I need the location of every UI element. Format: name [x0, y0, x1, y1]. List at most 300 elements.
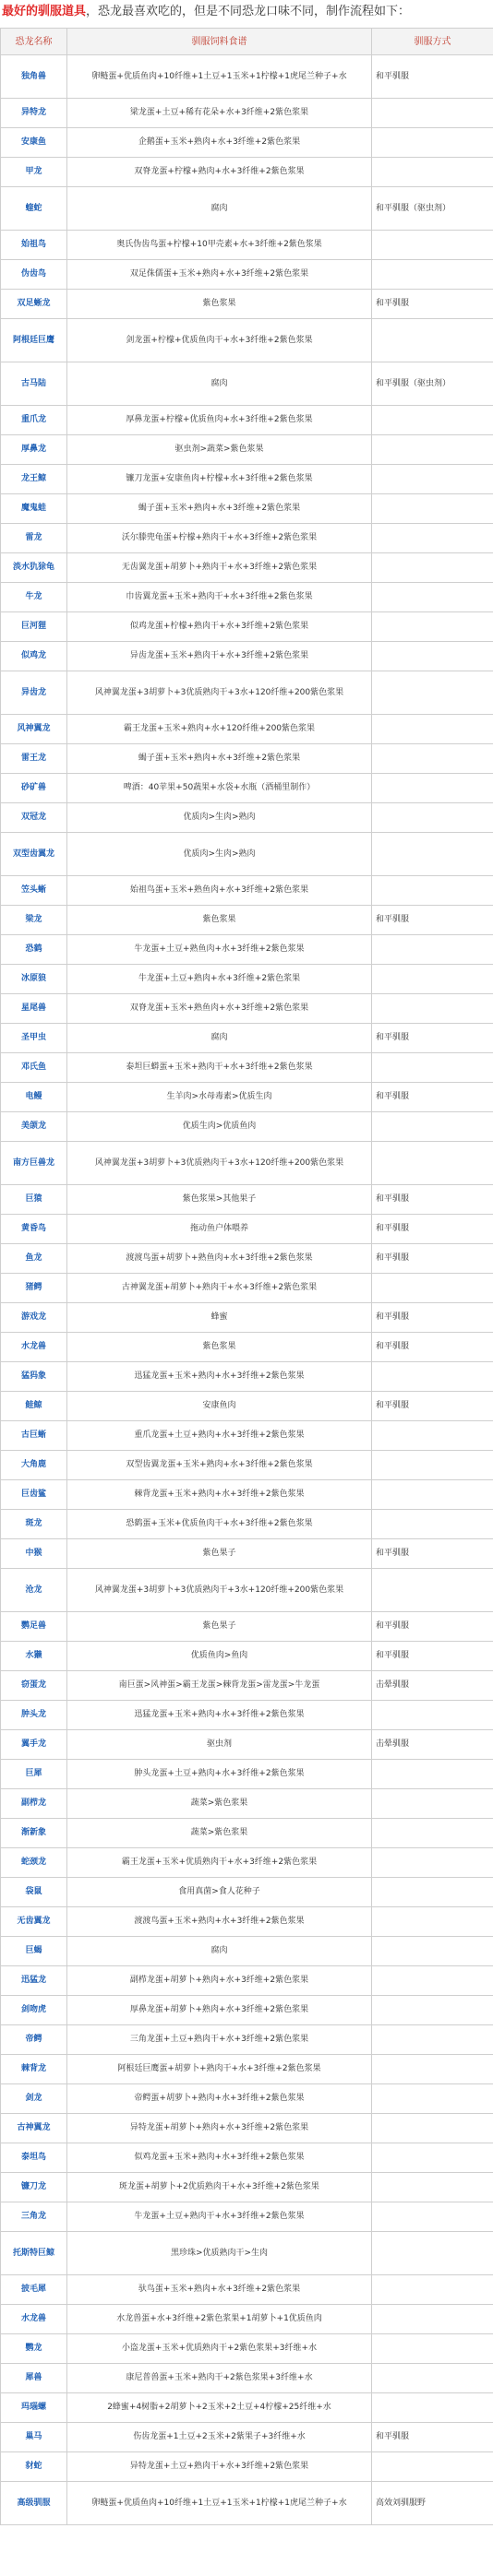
table-row — [1, 2393, 493, 2423]
recipe-cell: 企鹅蛋+玉米+熟肉+水+3纤维+2紫色浆果 — [67, 128, 372, 158]
recipe-cell: 牛龙蛋+土豆+熟鱼肉+水+3纤维+2紫色浆果 — [67, 935, 372, 965]
table-row — [1, 612, 493, 642]
recipe-cell: 紫色浆果 — [67, 290, 372, 319]
table-row — [1, 1510, 493, 1539]
taming-recipe-table — [0, 28, 493, 2525]
method-cell — [372, 671, 493, 715]
table-row — [1, 1789, 493, 1819]
dino-name-cell[interactable]: 美颌龙 — [1, 1112, 67, 1142]
dino-name-cell[interactable]: 鹦足兽 — [1, 1612, 67, 1642]
recipe-cell: 食用真菌>食人花种子 — [67, 1878, 372, 1907]
dino-name-cell[interactable]: 蝰蛇 — [1, 187, 67, 231]
dino-name-cell[interactable]: 鱼龙 — [1, 1244, 67, 1274]
method-cell: 和平驯服 — [372, 1083, 493, 1112]
dino-name-cell[interactable]: 梁龙 — [1, 906, 67, 935]
table-row — [1, 1671, 493, 1701]
recipe-cell: 驮鸟蛋+玉米+熟肉+水+3纤维+2紫色浆果 — [67, 2275, 372, 2305]
recipe-cell: 渡渡鸟蛋+玉米+熟肉+水+3纤维+2紫色浆果 — [67, 1907, 372, 1937]
method-cell — [372, 2232, 493, 2275]
dino-name-cell[interactable]: 安康鱼 — [1, 128, 67, 158]
method-cell — [372, 524, 493, 553]
header-dino-name: 恐龙名称 — [1, 29, 67, 55]
recipe-cell: 优质肉>生肉>熟肉 — [67, 803, 372, 833]
table-row — [1, 1907, 493, 1937]
method-cell — [372, 260, 493, 290]
recipe-cell: 蝎子蛋+玉米+熟肉+水+3纤维+2紫色浆果 — [67, 744, 372, 774]
table-row — [1, 1112, 493, 1142]
dino-name-cell[interactable]: 斑龙 — [1, 1510, 67, 1539]
dino-name-cell[interactable]: 托斯特巨鲸 — [1, 2232, 67, 2275]
method-cell: 和平驯服 — [372, 1539, 493, 1569]
dino-name-cell[interactable]: 邓氏鱼 — [1, 1053, 67, 1083]
dino-name-cell[interactable]: 披毛犀 — [1, 2275, 67, 2305]
table-row — [1, 2055, 493, 2084]
dino-name-cell[interactable]: 棘背龙 — [1, 2055, 67, 2084]
method-cell: 和平驯服 — [372, 1024, 493, 1053]
method-cell: 高效刘驯服野 — [372, 2482, 493, 2525]
recipe-cell: 优质肉>生肉>熟肉 — [67, 833, 372, 876]
dino-name-cell[interactable]: 古神翼龙 — [1, 2114, 67, 2143]
dino-name-cell[interactable]: 中猴 — [1, 1539, 67, 1569]
table-row — [1, 2334, 493, 2364]
recipe-cell: 蔬菜>紫色浆果 — [67, 1819, 372, 1848]
table-row — [1, 1966, 493, 1996]
dino-name-cell[interactable]: 始祖鸟 — [1, 231, 67, 260]
dino-name-cell[interactable]: 水龙兽 — [1, 1333, 67, 1362]
table-row — [1, 583, 493, 612]
recipe-cell: 肿头龙蛋+土豆+熟肉+水+3纤维+2紫色浆果 — [67, 1760, 372, 1789]
dino-name-cell[interactable]: 巨犀 — [1, 1760, 67, 1789]
dino-name-cell[interactable]: 鲑鲸 — [1, 1392, 67, 1421]
recipe-cell: 腐肉 — [67, 1937, 372, 1966]
recipe-cell: 异特龙蛋+胡萝卜+熟肉+水+3纤维+2紫色浆果 — [67, 2114, 372, 2143]
recipe-cell: 斑龙蛋+胡萝卜+2优质熟肉干+水+3纤维+2紫色浆果 — [67, 2173, 372, 2202]
table-row — [1, 319, 493, 362]
table-row — [1, 99, 493, 128]
method-cell — [372, 465, 493, 494]
table-row — [1, 1142, 493, 1185]
dino-name-cell[interactable]: 渐新象 — [1, 1819, 67, 1848]
table-row — [1, 1937, 493, 1966]
method-cell — [372, 158, 493, 187]
method-cell: 和平驯服 — [372, 1333, 493, 1362]
method-cell — [372, 1510, 493, 1539]
table-row — [1, 1303, 493, 1333]
header-recipe: 驯服饲料食谱 — [67, 29, 372, 55]
recipe-cell: 牛龙蛋+土豆+熟肉+水+3纤维+2紫色浆果 — [67, 965, 372, 994]
method-cell: 和平驯服 — [372, 1303, 493, 1333]
recipe-cell: 异特龙蛋+土豆+熟肉干+水+3纤维+2紫色浆果 — [67, 2452, 372, 2482]
intro-line — [0, 0, 493, 28]
method-cell — [372, 2305, 493, 2334]
method-cell — [372, 2025, 493, 2055]
recipe-cell: 迅猛龙蛋+玉米+熟肉+水+3纤维+2紫色浆果 — [67, 1362, 372, 1392]
dino-name-cell[interactable]: 泰坦鸟 — [1, 2143, 67, 2173]
dino-name-cell[interactable]: 星尾兽 — [1, 994, 67, 1024]
method-cell — [372, 1142, 493, 1185]
table-row — [1, 2364, 493, 2393]
dino-name-cell[interactable]: 沧龙 — [1, 1569, 67, 1612]
method-cell: 和平驯服 — [372, 1185, 493, 1215]
table-row — [1, 2423, 493, 2452]
dino-name-cell[interactable]: 古马陆 — [1, 362, 67, 406]
dino-name-cell[interactable]: 窃蛋龙 — [1, 1671, 67, 1701]
table-row — [1, 2084, 493, 2114]
table-row — [1, 1083, 493, 1112]
dino-name-cell[interactable]: 恐鹤 — [1, 935, 67, 965]
method-cell: 和平驯服（驱虫剂） — [372, 187, 493, 231]
dino-name-cell[interactable]: 猛犸象 — [1, 1362, 67, 1392]
recipe-cell: 双足侏儒蛋+玉米+熟肉+水+3纤维+2紫色浆果 — [67, 260, 372, 290]
dino-name-cell[interactable]: 剑龙 — [1, 2084, 67, 2114]
dino-name-cell[interactable]: 巨猿 — [1, 1185, 67, 1215]
dino-name-cell[interactable]: 游戏龙 — [1, 1303, 67, 1333]
table-row — [1, 1053, 493, 1083]
table-row — [1, 158, 493, 187]
method-cell — [372, 1760, 493, 1789]
dino-name-cell[interactable]: 双足蜥龙 — [1, 290, 67, 319]
table-row — [1, 1539, 493, 1569]
method-cell — [372, 1966, 493, 1996]
table-row — [1, 642, 493, 671]
dino-name-cell[interactable]: 魔鬼蛙 — [1, 494, 67, 524]
table-row — [1, 671, 493, 715]
table-row — [1, 774, 493, 803]
recipe-cell: 风神翼龙蛋+3胡萝卜+3优质熟肉干+3水+120纤维+200紫色浆果 — [67, 1142, 372, 1185]
dino-name-cell[interactable]: 副栉龙 — [1, 1789, 67, 1819]
recipe-cell: 小盗龙蛋+玉米+优质熟肉干+2紫色浆果+3纤维+水 — [67, 2334, 372, 2364]
table-row — [1, 1185, 493, 1215]
method-cell — [372, 1362, 493, 1392]
method-cell: 和平驯服 — [372, 1612, 493, 1642]
table-row — [1, 715, 493, 744]
dino-name-cell[interactable]: 迅猛龙 — [1, 1966, 67, 1996]
method-cell — [372, 2202, 493, 2232]
dino-name-cell[interactable]: 冰原狼 — [1, 965, 67, 994]
method-cell — [372, 435, 493, 465]
table-row — [1, 1480, 493, 1510]
recipe-cell: 南巨蛋>风神蛋>霸王龙蛋>棘背龙蛋>雷龙蛋>牛龙蛋 — [67, 1671, 372, 1701]
recipe-cell: 异齿龙蛋+玉米+熟肉干+水+3纤维+2紫色浆果 — [67, 642, 372, 671]
method-cell: 和平驯服 — [372, 290, 493, 319]
dino-name-cell[interactable]: 电鳗 — [1, 1083, 67, 1112]
dino-name-cell[interactable]: 鹦龙 — [1, 2334, 67, 2364]
method-cell: 和平驯服 — [372, 1642, 493, 1671]
table-row — [1, 2305, 493, 2334]
method-cell — [372, 1112, 493, 1142]
method-cell — [372, 583, 493, 612]
method-cell — [372, 2114, 493, 2143]
dino-name-cell[interactable]: 砂矿兽 — [1, 774, 67, 803]
table-row — [1, 1421, 493, 1451]
method-cell — [372, 774, 493, 803]
table-row — [1, 260, 493, 290]
method-cell: 击晕驯服 — [372, 1730, 493, 1760]
table-row — [1, 290, 493, 319]
dino-name-cell[interactable]: 犀兽 — [1, 2364, 67, 2393]
recipe-cell: 安康鱼肉 — [67, 1392, 372, 1421]
dino-name-cell[interactable]: 异特龙 — [1, 99, 67, 128]
recipe-cell: 紫色浆果>其他果子 — [67, 1185, 372, 1215]
recipe-cell: 驱虫剂 — [67, 1730, 372, 1760]
table-row — [1, 1392, 493, 1421]
method-cell — [372, 231, 493, 260]
dino-name-cell[interactable]: 肿头龙 — [1, 1701, 67, 1730]
dino-name-cell[interactable]: 重爪龙 — [1, 406, 67, 435]
dino-name-cell[interactable]: 剑吻虎 — [1, 1996, 67, 2025]
method-cell — [372, 715, 493, 744]
recipe-cell: 镰刀龙蛋+安康鱼肉+柠檬+水+3纤维+2紫色浆果 — [67, 465, 372, 494]
recipe-cell: 厚鼻龙蛋+柠檬+优质鱼肉+水+3纤维+2紫色浆果 — [67, 406, 372, 435]
method-cell — [372, 994, 493, 1024]
dino-name-cell[interactable]: 阿根廷巨鹰 — [1, 319, 67, 362]
method-cell — [372, 1701, 493, 1730]
recipe-cell: 帝鳄蛋+胡萝卜+熟肉+水+3纤维+2紫色浆果 — [67, 2084, 372, 2114]
dino-name-cell[interactable]: 风神翼龙 — [1, 715, 67, 744]
method-cell: 和平驯服 — [372, 55, 493, 99]
recipe-cell: 康尼普兽蛋+玉米+熟肉干+2紫色浆果+3纤维+水 — [67, 2364, 372, 2393]
method-cell — [372, 1848, 493, 1878]
method-cell — [372, 494, 493, 524]
dino-name-cell[interactable]: 大角鹿 — [1, 1451, 67, 1480]
dino-name-cell[interactable]: 笠头蜥 — [1, 876, 67, 906]
method-cell — [372, 553, 493, 583]
dino-name-cell[interactable]: 猪鳄 — [1, 1274, 67, 1303]
recipe-cell: 双脊龙蛋+玉米+熟鱼肉+水+3纤维+2紫色浆果 — [67, 994, 372, 1024]
dino-name-cell[interactable]: 蛇颈龙 — [1, 1848, 67, 1878]
table-row — [1, 1569, 493, 1612]
recipe-cell: 紫色果子 — [67, 1539, 372, 1569]
dino-name-cell[interactable]: 三角龙 — [1, 2202, 67, 2232]
method-cell: 和平驯服 — [372, 906, 493, 935]
intro-text: ，恐龙最喜欢吃的，但是不同恐龙口味不同，制作流程如下： — [86, 5, 411, 18]
table-row — [1, 1244, 493, 1274]
method-cell — [372, 2055, 493, 2084]
table-row — [1, 1333, 493, 1362]
method-cell — [372, 612, 493, 642]
table-row — [1, 1642, 493, 1671]
method-cell — [372, 2173, 493, 2202]
dino-name-cell[interactable]: 雷龙 — [1, 524, 67, 553]
method-cell — [372, 1274, 493, 1303]
dino-name-cell[interactable]: 双型齿翼龙 — [1, 833, 67, 876]
method-cell: 和平驯服 — [372, 1215, 493, 1244]
dino-name-cell[interactable]: 高级驯服 — [1, 2482, 67, 2525]
dino-name-cell[interactable]: 无齿翼龙 — [1, 1907, 67, 1937]
method-cell: 和平驯服（驱虫剂） — [372, 362, 493, 406]
recipe-cell: 古神翼龙蛋+胡萝卜+熟肉干+水+3纤维+2紫色浆果 — [67, 1274, 372, 1303]
dino-name-cell[interactable]: 龙王鲸 — [1, 465, 67, 494]
method-cell — [372, 803, 493, 833]
recipe-cell: 双脊龙蛋+柠檬+熟肉+水+3纤维+2紫色浆果 — [67, 158, 372, 187]
table-row — [1, 833, 493, 876]
method-cell — [372, 876, 493, 906]
recipe-cell: 风神翼龙蛋+3胡萝卜+3优质熟肉干+3水+120纤维+200紫色浆果 — [67, 1569, 372, 1612]
table-row — [1, 187, 493, 231]
dino-name-cell[interactable]: 甲龙 — [1, 158, 67, 187]
method-cell — [372, 1789, 493, 1819]
method-cell — [372, 319, 493, 362]
dino-name-cell[interactable]: 似鸡龙 — [1, 642, 67, 671]
table-row — [1, 524, 493, 553]
method-cell — [372, 99, 493, 128]
table-row — [1, 1274, 493, 1303]
dino-name-cell[interactable]: 南方巨兽龙 — [1, 1142, 67, 1185]
table-row — [1, 1878, 493, 1907]
table-row — [1, 2173, 493, 2202]
dino-name-cell[interactable]: 牛龙 — [1, 583, 67, 612]
dino-name-cell[interactable]: 帝鳄 — [1, 2025, 67, 2055]
table-row — [1, 1819, 493, 1848]
method-cell — [372, 2084, 493, 2114]
dino-name-cell[interactable]: 袋鼠 — [1, 1878, 67, 1907]
dino-name-cell[interactable]: 水獭 — [1, 1642, 67, 1671]
recipe-cell: 生羊肉>水母毒素>优质生肉 — [67, 1083, 372, 1112]
dino-name-cell[interactable]: 双冠龙 — [1, 803, 67, 833]
recipe-cell: 渡渡鸟蛋+胡萝卜+熟鱼肉+水+3纤维+2紫色浆果 — [67, 1244, 372, 1274]
method-cell — [372, 1451, 493, 1480]
table-row — [1, 1215, 493, 1244]
table-row — [1, 2114, 493, 2143]
recipe-cell: 风神翼龙蛋+3胡萝卜+3优质熟肉干+3水+120纤维+200紫色浆果 — [67, 671, 372, 715]
header-method: 驯服方式 — [372, 29, 493, 55]
method-cell: 和平驯服 — [372, 2423, 493, 2452]
dino-name-cell[interactable]: 巢马 — [1, 2423, 67, 2452]
table-row — [1, 494, 493, 524]
table-row — [1, 406, 493, 435]
recipe-cell: 腐肉 — [67, 1024, 372, 1053]
method-cell — [372, 1937, 493, 1966]
recipe-cell: 优质生肉>优质鱼肉 — [67, 1112, 372, 1142]
recipe-cell: 双型齿翼龙蛋+玉米+熟肉+水+3纤维+2紫色浆果 — [67, 1451, 372, 1480]
method-cell — [372, 1569, 493, 1612]
recipe-cell: 阿根廷巨鹰蛋+胡萝卜+熟肉干+水+3纤维+2紫色浆果 — [67, 2055, 372, 2084]
recipe-cell: 霸王龙蛋+玉米+优质熟肉干+水+3纤维+2紫色浆果 — [67, 1848, 372, 1878]
method-cell — [372, 935, 493, 965]
recipe-cell: 腐肉 — [67, 187, 372, 231]
table-row — [1, 876, 493, 906]
method-cell — [372, 965, 493, 994]
method-cell — [372, 2452, 493, 2482]
dino-name-cell[interactable]: 巨河狸 — [1, 612, 67, 642]
recipe-cell: 紫色浆果 — [67, 1333, 372, 1362]
recipe-cell: 蜂蜜 — [67, 1303, 372, 1333]
method-cell — [372, 1878, 493, 1907]
method-cell: 和平驯服 — [372, 1244, 493, 1274]
recipe-cell: 蝎子蛋+玉米+熟肉+水+3纤维+2紫色浆果 — [67, 494, 372, 524]
dino-name-cell[interactable]: 异齿龙 — [1, 671, 67, 715]
recipe-cell: 腐肉 — [67, 362, 372, 406]
recipe-cell: 恐鹤蛋+玉米+优质鱼肉干+水+3纤维+2紫色浆果 — [67, 1510, 372, 1539]
dino-name-cell[interactable]: 镰刀龙 — [1, 2173, 67, 2202]
recipe-cell: 副栉龙蛋+胡萝卜+熟肉+水+3纤维+2紫色浆果 — [67, 1966, 372, 1996]
recipe-cell: 啤酒：40苹果+50蔬果+水袋+水瓶（酒桶里制作） — [67, 774, 372, 803]
table-row — [1, 1451, 493, 1480]
dino-name-cell[interactable]: 厚鼻龙 — [1, 435, 67, 465]
recipe-cell: 奥氏伪齿鸟蛋+柠檬+10甲壳素+水+3纤维+2紫色浆果 — [67, 231, 372, 260]
method-cell — [372, 2334, 493, 2364]
table-row — [1, 2202, 493, 2232]
recipe-cell: 巾齿翼龙蛋+玉米+熟肉干+水+3纤维+2紫色浆果 — [67, 583, 372, 612]
method-cell — [372, 2393, 493, 2423]
dino-name-cell[interactable]: 独角兽 — [1, 55, 67, 99]
table-row — [1, 2452, 493, 2482]
method-cell — [372, 833, 493, 876]
table-row — [1, 55, 493, 99]
table-row — [1, 2482, 493, 2525]
method-cell — [372, 744, 493, 774]
recipe-cell: 紫色浆果 — [67, 906, 372, 935]
dino-name-cell[interactable]: 玛瑙螺 — [1, 2393, 67, 2423]
table-row — [1, 1362, 493, 1392]
recipe-cell: 霸王龙蛋+玉米+熟肉+水+120纤维+200紫色浆果 — [67, 715, 372, 744]
table-row — [1, 1760, 493, 1789]
method-cell — [372, 1421, 493, 1451]
recipe-cell: 三角龙蛋+土豆+熟肉干+水+3纤维+2紫色浆果 — [67, 2025, 372, 2055]
method-cell: 和平驯服 — [372, 1392, 493, 1421]
table-row — [1, 1730, 493, 1760]
table-row — [1, 744, 493, 774]
method-cell — [372, 2364, 493, 2393]
dino-name-cell[interactable]: 淡水犰狳龟 — [1, 553, 67, 583]
dino-name-cell[interactable]: 豺蛇 — [1, 2452, 67, 2482]
table-row — [1, 1996, 493, 2025]
dino-name-cell[interactable]: 水龙兽 — [1, 2305, 67, 2334]
method-cell — [372, 1053, 493, 1083]
table-row — [1, 2143, 493, 2173]
table-row — [1, 803, 493, 833]
dino-name-cell[interactable]: 圣甲虫 — [1, 1024, 67, 1053]
dino-name-cell[interactable]: 伪齿鸟 — [1, 260, 67, 290]
table-row — [1, 2025, 493, 2055]
recipe-cell: 驱虫剂>蔬菜>紫色浆果 — [67, 435, 372, 465]
table-row — [1, 906, 493, 935]
recipe-cell: 蔬菜>紫色浆果 — [67, 1789, 372, 1819]
table-row — [1, 1024, 493, 1053]
recipe-cell: 泰坦巨蟒蛋+玉米+熟肉干+水+3纤维+2紫色浆果 — [67, 1053, 372, 1083]
table-row — [1, 935, 493, 965]
method-cell: 击晕驯服 — [372, 1671, 493, 1701]
method-cell — [372, 128, 493, 158]
table-row — [1, 1848, 493, 1878]
dino-name-cell[interactable]: 巨蝎 — [1, 1937, 67, 1966]
table-row — [1, 231, 493, 260]
table-header-row — [1, 29, 493, 55]
method-cell — [372, 2143, 493, 2173]
table-row — [1, 965, 493, 994]
recipe-cell: 似鸡龙蛋+柠檬+熟肉干+水+3纤维+2紫色浆果 — [67, 612, 372, 642]
recipe-cell: 沃尔滕兜龟蛋+柠檬+熟肉干+水+3纤维+2紫色浆果 — [67, 524, 372, 553]
dino-name-cell[interactable]: 雷王龙 — [1, 744, 67, 774]
intro-highlight: 最好的驯服道具 — [2, 5, 87, 18]
table-row — [1, 553, 493, 583]
recipe-cell: 牛龙蛋+土豆+熟肉干+水+3纤维+2紫色浆果 — [67, 2202, 372, 2232]
recipe-cell: 2蜂蜜+4树脂+2胡萝卜+2玉米+2土豆+4柠檬+25纤维+水 — [67, 2393, 372, 2423]
method-cell — [372, 1819, 493, 1848]
recipe-cell: 优质鱼肉>鱼肉 — [67, 1642, 372, 1671]
recipe-cell: 重爪龙蛋+土豆+熟肉+水+3纤维+2紫色浆果 — [67, 1421, 372, 1451]
dino-name-cell[interactable]: 古巨蜥 — [1, 1421, 67, 1451]
dino-name-cell[interactable]: 黄昏鸟 — [1, 1215, 67, 1244]
dino-name-cell[interactable]: 巨齿鲨 — [1, 1480, 67, 1510]
recipe-cell: 始祖鸟蛋+玉米+熟鱼肉+水+3纤维+2紫色浆果 — [67, 876, 372, 906]
method-cell — [372, 2275, 493, 2305]
table-row — [1, 1701, 493, 1730]
method-cell — [372, 1907, 493, 1937]
table-row — [1, 2275, 493, 2305]
table-row — [1, 465, 493, 494]
dino-name-cell[interactable]: 翼手龙 — [1, 1730, 67, 1760]
